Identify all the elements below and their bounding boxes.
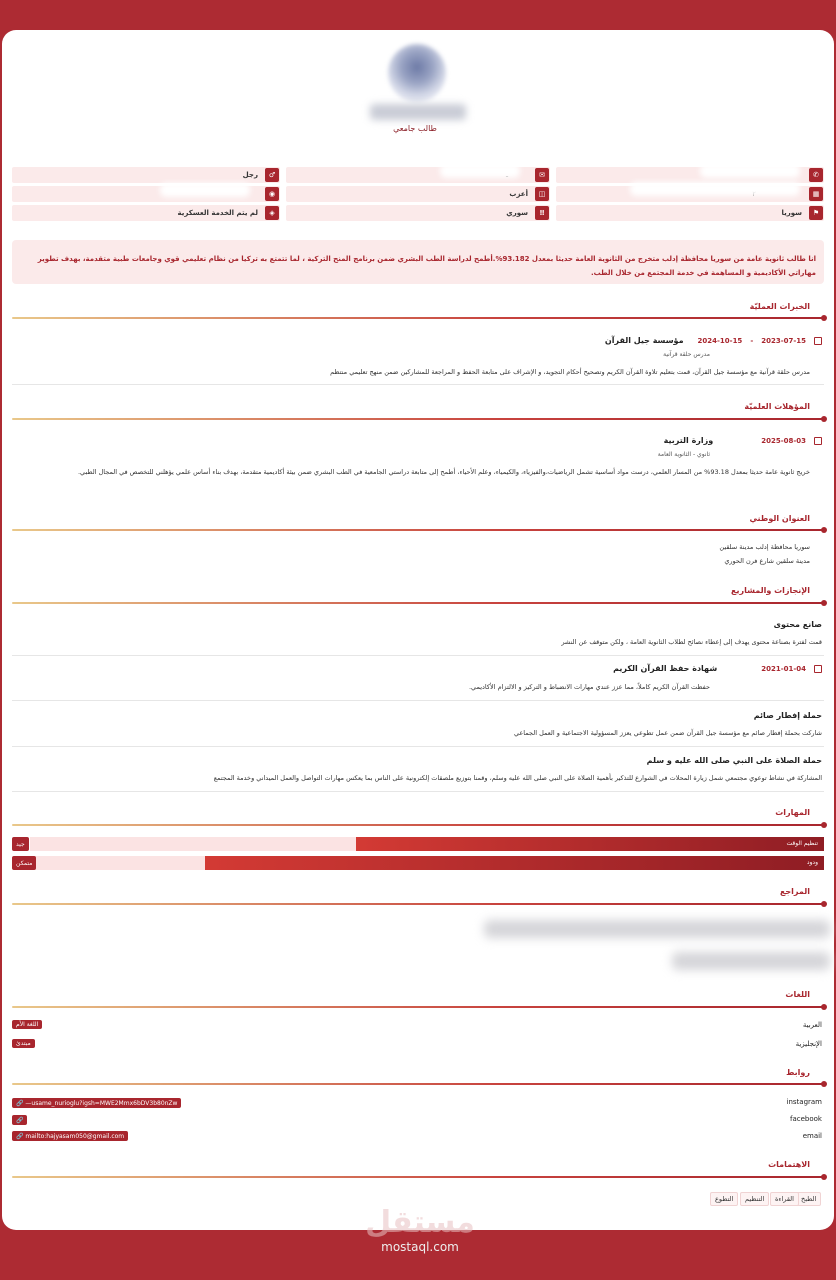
link-icon: 🔗 bbox=[16, 1132, 26, 1140]
info-military-service: ◈ لم يتم الخدمة العسكرية bbox=[12, 205, 280, 221]
address-line-1: سوريا محافظة إدلب مدينة سلقين bbox=[719, 543, 810, 551]
phone-icon: ✆ bbox=[809, 168, 823, 182]
link-name: instagram bbox=[786, 1098, 822, 1106]
language-level: اللغة الأم bbox=[12, 1020, 42, 1029]
divider bbox=[12, 746, 824, 747]
project-desc: شاركت بحملة إفطار صائم مع مؤسسة جيل القرآن ضمن عمل تطوعي يعزز المسؤولية الاجتماعية و العمل الجماعي bbox=[514, 729, 822, 737]
section-title-languages: اللغات bbox=[785, 990, 810, 999]
section-line bbox=[12, 602, 824, 604]
skill-row bbox=[12, 856, 824, 870]
divider bbox=[12, 791, 824, 792]
section-title-projects: الإنجازات والمشاريع bbox=[731, 586, 810, 595]
section-title-education: المؤهلات العلميّة bbox=[744, 402, 810, 411]
section-title-references: المراجع bbox=[779, 887, 810, 896]
watermark-logo: مستقل bbox=[365, 1205, 475, 1240]
summary: انا طالب ثانوية عامة من سوريا محافظة إدلب متخرج من الثانوية العامة حديثا بمعدل 93.182%.أطمح لدراسة الطب البشري ضمن برنامج المنح التركية ، لما تتمتع به تركيا من نظام تعليمي قوي وجامعات طبية متقدمة، بهدف تطوير مهاراتي الأكاديمية و المساهمة في خدمة المجتمع من خلال الطب. bbox=[12, 240, 824, 284]
info-marital-status: ◫ أعزب bbox=[286, 186, 550, 202]
link-name: facebook bbox=[790, 1115, 822, 1123]
section-title-experience: الخبرات العمليّة bbox=[749, 302, 810, 311]
link-badge[interactable]: 🔗 —usame_nurioglu?igsh=MWE2Mmx6bDV3b80nZw bbox=[12, 1098, 181, 1108]
calendar-icon bbox=[814, 437, 822, 445]
section-line bbox=[12, 317, 824, 319]
education-desc: خريج ثانوية عامة حديثا بمعدل 93.18% من المسار العلمي، درست مواد أساسية تشمل الرياضيات،والفيزياء، والكيمياء، وعلم الأحياء، أطمح إلى متابعة دراستي الجامعية في الطب البشري ضمن بيئة أكاديمية متقدمة، بهدف بناء أساس علمي يؤهلني للتخصص في المجال الطبي. bbox=[77, 468, 810, 476]
project-name: صانع محتوى bbox=[773, 620, 822, 629]
experience-item-header: 2023-07-15 - 2024-10-15 مؤسسة جيل القرآن bbox=[422, 336, 822, 345]
skill-level: جيد bbox=[12, 837, 29, 851]
flag-icon: ⚑ bbox=[809, 206, 823, 220]
blurred-reference bbox=[484, 920, 830, 938]
language-name: الإنجليزية bbox=[795, 1040, 822, 1048]
translate-icon: ‼ bbox=[535, 206, 549, 220]
section-title-links: روابط bbox=[786, 1068, 810, 1077]
redacted-birthdate bbox=[630, 182, 800, 196]
language-name: العربية bbox=[802, 1021, 822, 1029]
briefcase-icon: ◫ bbox=[535, 187, 549, 201]
section-line bbox=[12, 1176, 824, 1178]
address-line-2: مدينة سلقين شارع فرن الحوري bbox=[724, 557, 810, 565]
skill-name: تنظيم الوقت bbox=[786, 840, 818, 847]
section-line bbox=[12, 1006, 824, 1008]
globe-icon: ◉ bbox=[265, 187, 279, 201]
project-desc: حفظت القرآن الكريم كاملاً، مما عزز عندي مهارات الانضباط و التركيز و الالتزام الأكاديمي. bbox=[468, 683, 710, 691]
info-nationality: ‼ سوري bbox=[286, 205, 550, 221]
education-degree: ثانوي - الثانوية العامة bbox=[657, 451, 710, 458]
section-title-interests: الاهتمامات bbox=[768, 1160, 810, 1169]
section-line bbox=[12, 824, 824, 826]
divider bbox=[12, 700, 824, 701]
gender-icon: ♂ bbox=[265, 168, 279, 182]
experience-desc: مدرس حلقة قرآنية مع مؤسسة جيل القرآن، قمت بتعليم تلاوة القرآن الكريم وتصحيح أحكام التجويد، و الإشراف على متابعة الحفظ و المراجعة للمشاركين ضمن منهج تعليمي منتظم bbox=[330, 368, 810, 376]
calendar-icon: ▦ bbox=[809, 187, 823, 201]
interest-tag: القراءة bbox=[770, 1192, 799, 1206]
link-icon: 🔗 bbox=[16, 1099, 26, 1107]
link-badge[interactable]: 🔗 mailto:hajyasam050@gmail.com bbox=[12, 1131, 128, 1141]
profile-photo bbox=[388, 44, 446, 102]
interest-tag: الطبخ bbox=[796, 1192, 821, 1206]
language-level: مبتدئ bbox=[12, 1039, 35, 1048]
divider bbox=[12, 384, 824, 385]
project-item-header: 2021-01-04 شهادة حفظ القرآن الكريم bbox=[422, 664, 822, 673]
section-title-skills: المهارات bbox=[775, 808, 810, 817]
section-title-address: العنوان الوطني bbox=[749, 514, 810, 523]
experience-role: مدرس حلقة قرآنية bbox=[663, 351, 710, 358]
job-title: طالب جامعي bbox=[393, 124, 437, 133]
info-country: ⚑ سوريا bbox=[556, 205, 824, 221]
project-name: حملة إفطار صائم bbox=[753, 711, 822, 720]
watermark-domain: mostaql.com bbox=[381, 1240, 459, 1254]
project-desc: قمت لفترة بصناعة محتوى يهدف إلى إعطاء نصائح لطلاب الثانوية العامة ، ولكن متوقف عن النشر bbox=[561, 638, 822, 646]
calendar-icon bbox=[814, 665, 822, 673]
section-line bbox=[12, 1083, 824, 1085]
section-line bbox=[12, 903, 824, 905]
mail-icon: ✉ bbox=[535, 168, 549, 182]
section-line bbox=[12, 418, 824, 420]
top-band bbox=[0, 0, 836, 8]
divider bbox=[12, 655, 824, 656]
interest-tag: التنظيم bbox=[740, 1192, 769, 1206]
project-desc: المشاركة في نشاط توعوي مجتمعي شمل زيارة المحلات في الشوارع للتذكير بأهمية الصلاة على النبي صلى الله عليه وسلم، وقمنا بتوزيع ملصقات إلكترونية على الناس بما يعكس مهارات التواصل والعمل الميداني وخدمة المجتمع bbox=[213, 774, 822, 782]
shield-icon: ◈ bbox=[265, 206, 279, 220]
redacted-extra bbox=[160, 183, 250, 197]
skill-bar-fill bbox=[356, 837, 824, 851]
interest-tag: التطوع bbox=[710, 1192, 738, 1206]
section-line bbox=[12, 529, 824, 531]
blurred-name bbox=[370, 104, 466, 120]
redacted-email bbox=[440, 164, 520, 178]
skill-name: ودود bbox=[806, 859, 818, 866]
education-item-header: 2025-08-03 وزارة التربية bbox=[422, 436, 822, 445]
redacted-phone bbox=[700, 164, 800, 178]
link-icon: 🔗 bbox=[16, 1116, 24, 1124]
skill-row bbox=[12, 837, 824, 851]
calendar-icon bbox=[814, 337, 822, 345]
blurred-reference bbox=[672, 952, 830, 970]
link-name: email bbox=[802, 1132, 822, 1140]
skill-bar-fill bbox=[205, 856, 824, 870]
link-badge[interactable] bbox=[12, 1115, 27, 1125]
info-gender: ♂ رجل bbox=[12, 167, 280, 183]
skill-level: متمكن bbox=[12, 856, 36, 870]
project-name: حملة الصلاة على النبي صلى الله عليه و سلم bbox=[646, 756, 822, 765]
